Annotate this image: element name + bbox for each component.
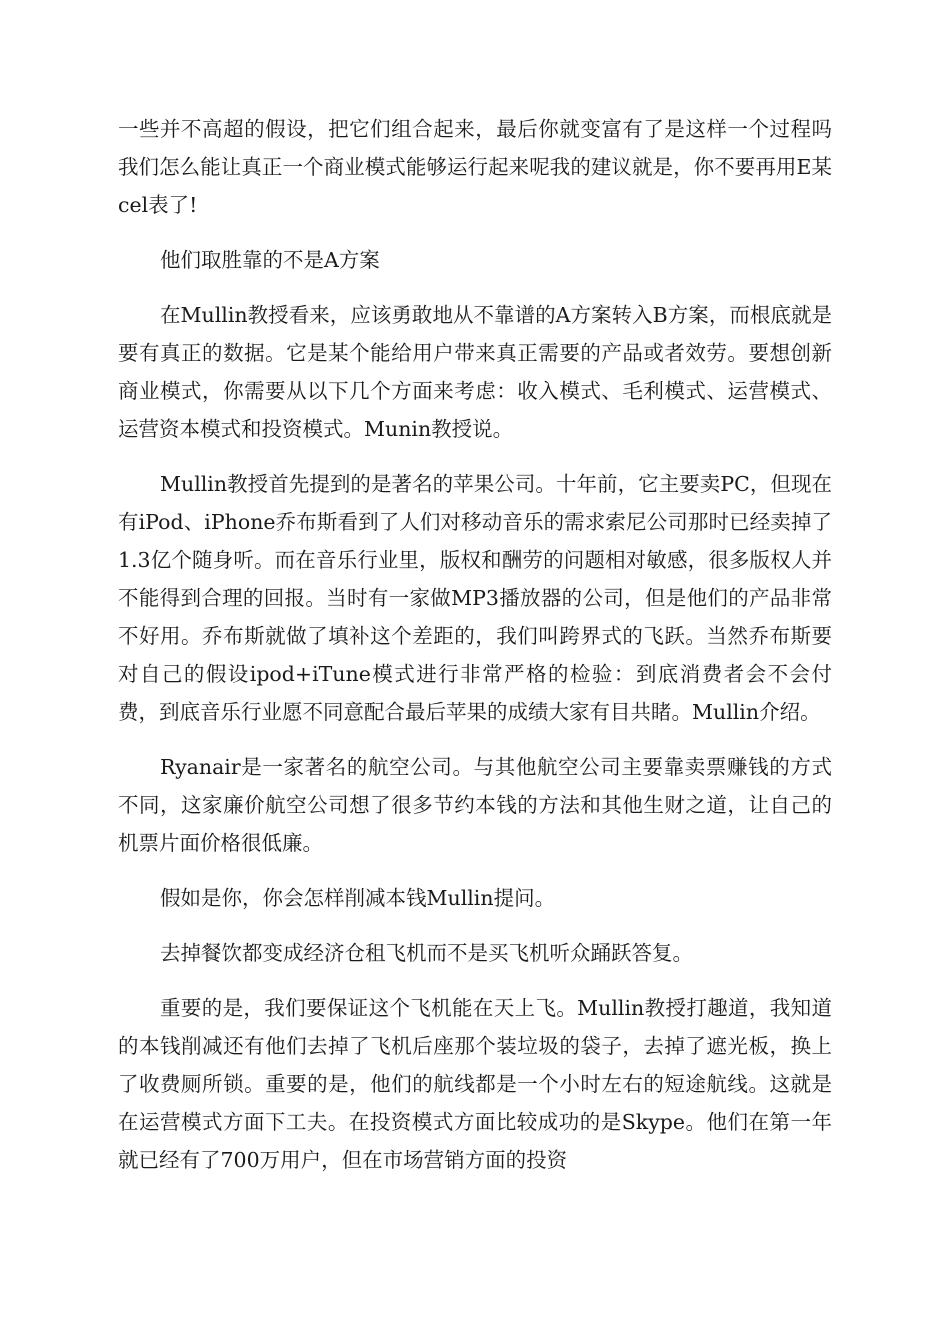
- paragraph-7: 去掉餐饮都变成经济仓租飞机而不是买飞机听众踊跃答复。: [160, 941, 693, 965]
- paragraph-8: 重要的是，我们要保证这个飞机能在天上飞。Mullin教授打趣道，我知道的本钱削减还有他们去掉了飞机后座那个装垃圾的袋子，去掉了遮光板，换上了收费厕所锁。重要的是，他们的航线都是一个小时左右的短途航线。这就是在运营模式方面下工夫。在投资模式方面比较成功的是Skype。他们在第一年就已经有了700万用户，但在市场营销方面的投资: [118, 996, 832, 1172]
- paragraph-1: 一些并不高超的假设，把它们组合起来，最后你就变富有了是这样一个过程吗我们怎么能让真正一个商业模式能够运行起来呢我的建议就是，你不要再用E某cel表了!: [118, 117, 832, 217]
- document-page: [118, 110, 832, 1196]
- paragraph-3: 在Mullin教授看来，应该勇敢地从不靠谱的A方案转入B方案，而根底就是要有真正的数据。它是某个能给用户带来真正需要的产品或者效劳。要想创新商业模式，你需要从以下几个方面来考虑：收入模式、毛利模式、运营模式、运营资本模式和投资模式。Munin教授说。: [118, 303, 832, 441]
- paragraph-2-heading: 他们取胜靠的不是A方案: [160, 248, 380, 272]
- paragraph-4: Mullin教授首先提到的是著名的苹果公司。十年前，它主要卖PC，但现在有iPod、iPhone乔布斯看到了人们对移动音乐的需求索尼公司那时已经卖掉了1.3亿个随身听。而在音乐行业里，版权和酬劳的问题相对敏感，很多版权人并不能得到合理的回报。当时有一家做MP3播放器的公司，但是他们的产品非常不好用。乔布斯就做了填补这个差距的，我们叫跨界式的飞跃。当然乔布斯要对自己的假设ipod+iTune模式进行非常严格的检验：到底消费者会不会付费，到底音乐行业愿不同意配合最后苹果的成绩大家有目共睹。Mullin介绍。: [118, 472, 832, 724]
- paragraph-6: 假如是你，你会怎样削减本钱Mullin提问。: [160, 886, 556, 910]
- paragraph-5: Ryanair是一家著名的航空公司。与其他航空公司主要靠卖票赚钱的方式不同，这家廉价航空公司想了很多节约本钱的方法和其他生财之道，让自己的机票片面价格很低廉。: [118, 755, 832, 855]
